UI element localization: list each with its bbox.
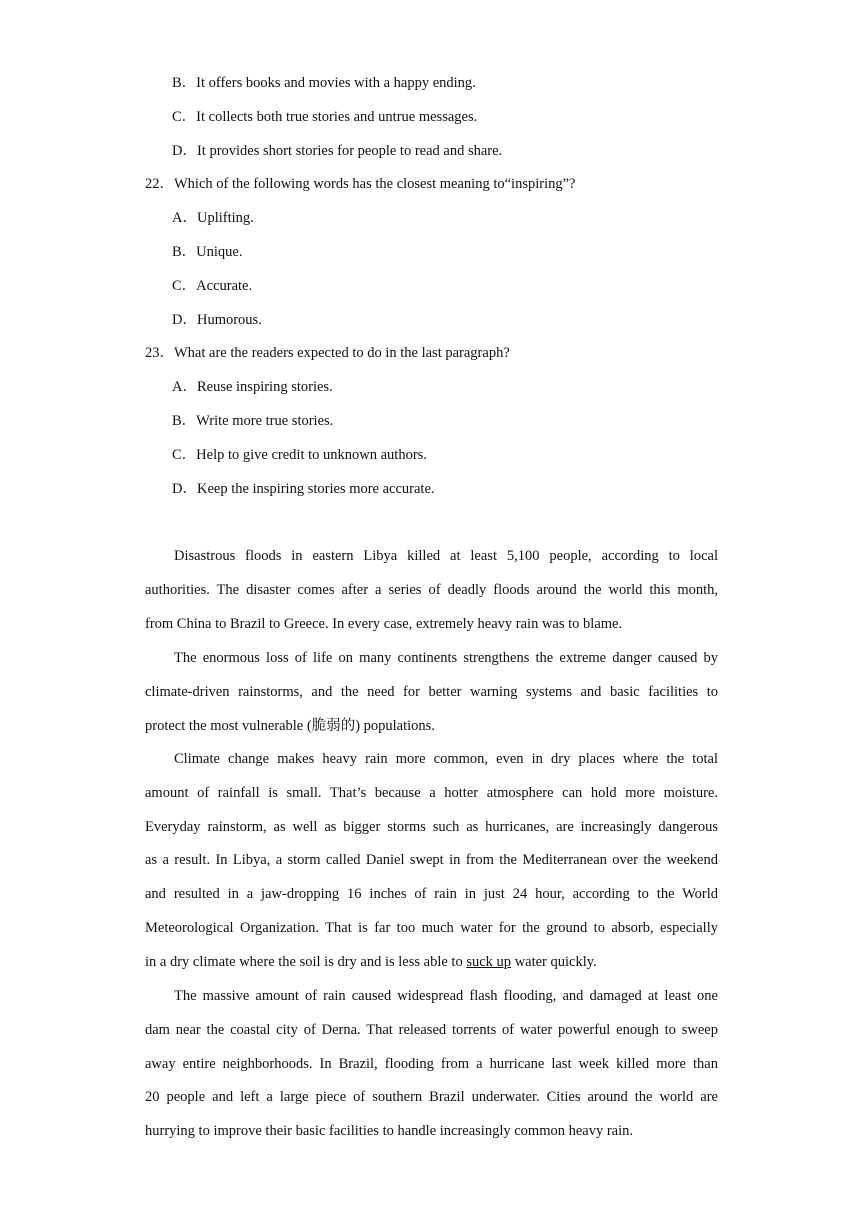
passage-line: The enormous loss of life on many continents strengthens the extreme danger caused by bbox=[174, 650, 718, 666]
passage-line: Meteorological Organization. That is far too much water for the ground to absorb, especially bbox=[145, 919, 718, 936]
q23-option-b: B．Write more true stories. bbox=[172, 413, 334, 429]
q21-option-d: D．It provides short stories for people to read and share. bbox=[172, 143, 503, 159]
passage-paragraph-1 bbox=[145, 546, 718, 647]
passage-text: in a dry climate where the soil is dry and is less able to bbox=[145, 953, 467, 970]
q21-option-c: C．It collects both true stories and untrue messages. bbox=[172, 109, 478, 125]
passage-line: climate-driven rainstorms, and the need for better warning systems and basic facilities to bbox=[145, 683, 718, 700]
underlined-phrase: suck up bbox=[466, 953, 512, 970]
passage-line: and resulted in a jaw-dropping 16 inches of rain in just 24 hour, according to the World bbox=[145, 886, 718, 903]
passage-line: hurrying to improve their basic facilities to handle increasingly common heavy rain. bbox=[145, 1123, 634, 1140]
passage-line: as a result. In Libya, a storm called Daniel swept in from the Mediterranean over the weekend bbox=[145, 852, 718, 869]
passage-paragraph-3 bbox=[145, 749, 718, 986]
q22-option-d: D．Humorous. bbox=[172, 312, 262, 328]
q23-stem: 23．What are the readers expected to do in the last paragraph? bbox=[145, 345, 510, 361]
passage-line: 20 people and left a large piece of southern Brazil underwater. Cities around the world are bbox=[145, 1089, 718, 1106]
passage-line: dam near the coastal city of Derna. That released torrents of water powerful enough to sweep bbox=[145, 1021, 718, 1038]
passage-line: Climate change makes heavy rain more common, even in dry places where the total bbox=[174, 751, 718, 767]
q22-stem: 22．Which of the following words has the closest meaning to“inspiring”? bbox=[145, 176, 576, 192]
q23-option-c: C．Help to give credit to unknown authors. bbox=[172, 447, 427, 463]
passage-text: water quickly. bbox=[511, 953, 597, 970]
q22-option-b: B．Unique. bbox=[172, 244, 243, 260]
q21-option-b: B．It offers books and movies with a happy ending. bbox=[172, 75, 476, 91]
passage-line: Disastrous floods in eastern Libya killed at least 5,100 people, according to local bbox=[174, 548, 718, 564]
q22-option-c: C．Accurate. bbox=[172, 278, 253, 294]
q23-option-a: A．Reuse inspiring stories. bbox=[172, 379, 333, 395]
passage-line: authorities. The disaster comes after a series of deadly floods around the world this month, bbox=[145, 581, 718, 598]
passage-line: The massive amount of rain caused widespread flash flooding, and damaged at least one bbox=[174, 988, 718, 1004]
passage-line: amount of rainfall is small. That’s because a hotter atmosphere can hold more moisture. bbox=[145, 784, 718, 801]
passage-line bbox=[145, 952, 718, 986]
q22-option-a: A．Uplifting. bbox=[172, 210, 254, 226]
passage-line: protect the most vulnerable (脆弱的) populations. bbox=[145, 717, 435, 734]
q23-option-d: D．Keep the inspiring stories more accurate. bbox=[172, 481, 435, 497]
passage-line: from China to Brazil to Greece. In every case, extremely heavy rain was to blame. bbox=[145, 615, 623, 632]
passage-line: away entire neighborhoods. In Brazil, flooding from a hurricane last week killed more than bbox=[145, 1055, 718, 1072]
passage-paragraph-2 bbox=[145, 648, 718, 749]
passage-line: Everyday rainstorm, as well as bigger storms such as hurricanes, are increasingly dangerous bbox=[145, 818, 718, 835]
passage-paragraph-4 bbox=[145, 986, 718, 1155]
